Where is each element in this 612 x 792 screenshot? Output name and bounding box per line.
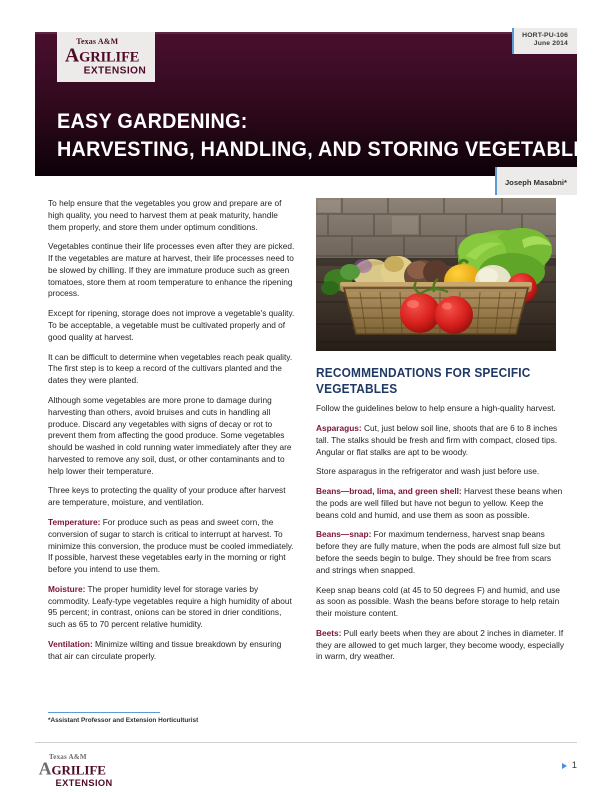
paragraph-lead-in: Beans—broad, lima, and green shell:: [316, 486, 462, 497]
paragraph: Except for ripening, storage does not improve a vegetable's quality. To be acceptable, a vegetable must be cultivated properly and of good quality at harvest.: [48, 308, 295, 342]
paragraph: Follow the guidelines below to help ensure a high-quality harvest.: [316, 403, 556, 414]
paragraph-lead-in: Ventilation:: [48, 639, 93, 649]
paragraph: Keep snap beans cold (at 45 to 50 degrees F) and humid, and use as soon as possible. Wash the beans before storage to help retain their moisture content.: [316, 584, 561, 619]
triangle-marker-icon: [562, 763, 567, 769]
logo-mark: [65, 37, 146, 76]
section-heading-line-2: VEGETABLES: [316, 380, 398, 396]
logo-agrilife-text: [65, 45, 146, 65]
paragraph: Store asparagus in the refrigerator and wash just before use.: [316, 466, 540, 477]
paragraph: Vegetables continue their life processes even after they are picked. If the vegetables are mature at harvest, their life processes need to be slowed by chilling. If they are immature produce such as green tomatoes, store them at room temperature to enhance the ripening process.: [48, 241, 295, 299]
footer-logo-agrilife-text: [39, 760, 113, 778]
footer-logo-initial-a: A: [38, 759, 52, 779]
tomato-front-left: [400, 293, 440, 333]
section-heading: [316, 365, 539, 396]
footnote-text: *Assistant Professor and Extension Horticulturist: [48, 717, 199, 724]
paragraph: To help ensure that the vegetables you grow and prepare are of high quality, you need to harvest them at peak maturity, handle them properly, and store them under optimum conditions.: [48, 198, 282, 232]
paragraph: Asparagus: Cut, just below soil line, shoots that are 6 to 8 inches tall. The stalks should be fresh and firm with compact, closed tips. Angular or flat stalks are apt to be woody.: [316, 422, 558, 457]
footer-logo-texas-am-text: Texas A&M: [49, 752, 87, 761]
author-name: Joseph Masabni*: [504, 178, 567, 187]
paragraph: Beans—snap: For maximum tenderness, harvest snap beans before they are fully mature, when the pods are almost full size but before the seeds begin to bulge. They should be free from scars and strings when snapped.: [316, 529, 561, 575]
footer-divider: [35, 742, 577, 743]
page-number: 1: [571, 760, 577, 771]
paragraph-lead-in: Beans—snap:: [316, 529, 372, 540]
left-text-column: [48, 198, 297, 663]
paragraph-lead-in: Asparagus:: [316, 422, 362, 433]
paragraph: Moisture: The proper humidity level for storage varies by commodity. Leafy-type vegetables require a high humidity of about 95 percent; in contrast, onions can be stored in drier conditions, such as 65 to 70 percent relative humidity.: [48, 583, 292, 630]
footer-logo-agrilife-rest: GRILIFE: [51, 764, 106, 779]
paragraph: Beans—broad, lima, and green shell: Harvest these beans when the pods are well filled but have not begun to yellow. Keep the beans cold and humid, and use them as soon as possible.: [316, 486, 563, 520]
author-byline: [495, 167, 577, 195]
paragraph: Three keys to protecting the quality of your produce after harvest are temperature, moisture, and ventilation.: [48, 485, 286, 508]
paragraph: Beets: Pull early beets when they are about 2 inches in diameter. If they are allowed to get much larger, they become woody, especially in warm, dry weather.: [316, 627, 564, 662]
page-number-indicator: [562, 760, 577, 771]
logo-initial-a: A: [65, 43, 80, 66]
paragraph: It can be difficult to determine when vegetables reach peak quality. The first step is to keep a record of the cultivars planted and the dates they were planted.: [48, 351, 293, 386]
paragraph-lead-in: Beets:: [316, 627, 342, 638]
logo-texas-am-text: Texas A&M: [76, 36, 119, 46]
page-title-line-2: HARVESTING, HANDLING, AND STORING VEGETABLES: [57, 136, 601, 161]
publication-number: HORT-PU-106: [522, 32, 568, 39]
page-title: [57, 108, 612, 164]
page-title-line-1: EASY GARDENING:: [57, 109, 248, 133]
logo-extension-text: EXTENSION: [84, 64, 147, 76]
vegetable-basket-photo: [316, 198, 556, 351]
footnote: [48, 712, 297, 725]
paragraph-lead-in: Moisture:: [48, 583, 86, 594]
section-heading-line-1: RECOMMENDATIONS FOR SPECIFIC: [316, 365, 531, 380]
photo-artwork: [316, 198, 556, 351]
right-column-body: [316, 403, 564, 663]
paragraph-lead-in: Temperature:: [48, 516, 101, 527]
paragraph: Although some vegetables are more prone to damage during harvesting than others, avoid bruises and cuts in handling all produce. Discard any vegetables with signs of decay or rot to prevent them from affecting the good produce. Some vegetables should be washed in cold running water immediately after they are harvested to remove any soil, dust, or other contaminants and to help lower their temperature.: [48, 394, 292, 476]
tomato-front-right: [435, 296, 473, 334]
footnote-divider: [48, 712, 160, 713]
right-content-column: [316, 198, 564, 663]
publication-date: June 2014: [533, 40, 568, 48]
footer-logo-extension-text: EXTENSION: [55, 778, 113, 789]
logo-agrilife-rest: GRILIFE: [79, 49, 140, 65]
publication-id-badge: [512, 28, 577, 54]
footer-logo-mark: [39, 753, 113, 788]
paragraph: Ventilation: Minimize wilting and tissue breakdown by ensuring that air can circulate properly.: [48, 639, 282, 661]
paragraph: Temperature: For produce such as peas and sweet corn, the conversion of sugar to starch is critical to interrupt at harvest. To minimize this conversion, the produce must be cooled immediately. If possible, harvest these vegetables early in the morning or right before you intend to use them.: [48, 516, 294, 575]
agrilife-extension-logo: [57, 32, 155, 82]
footer-agrilife-logo: [36, 752, 115, 790]
